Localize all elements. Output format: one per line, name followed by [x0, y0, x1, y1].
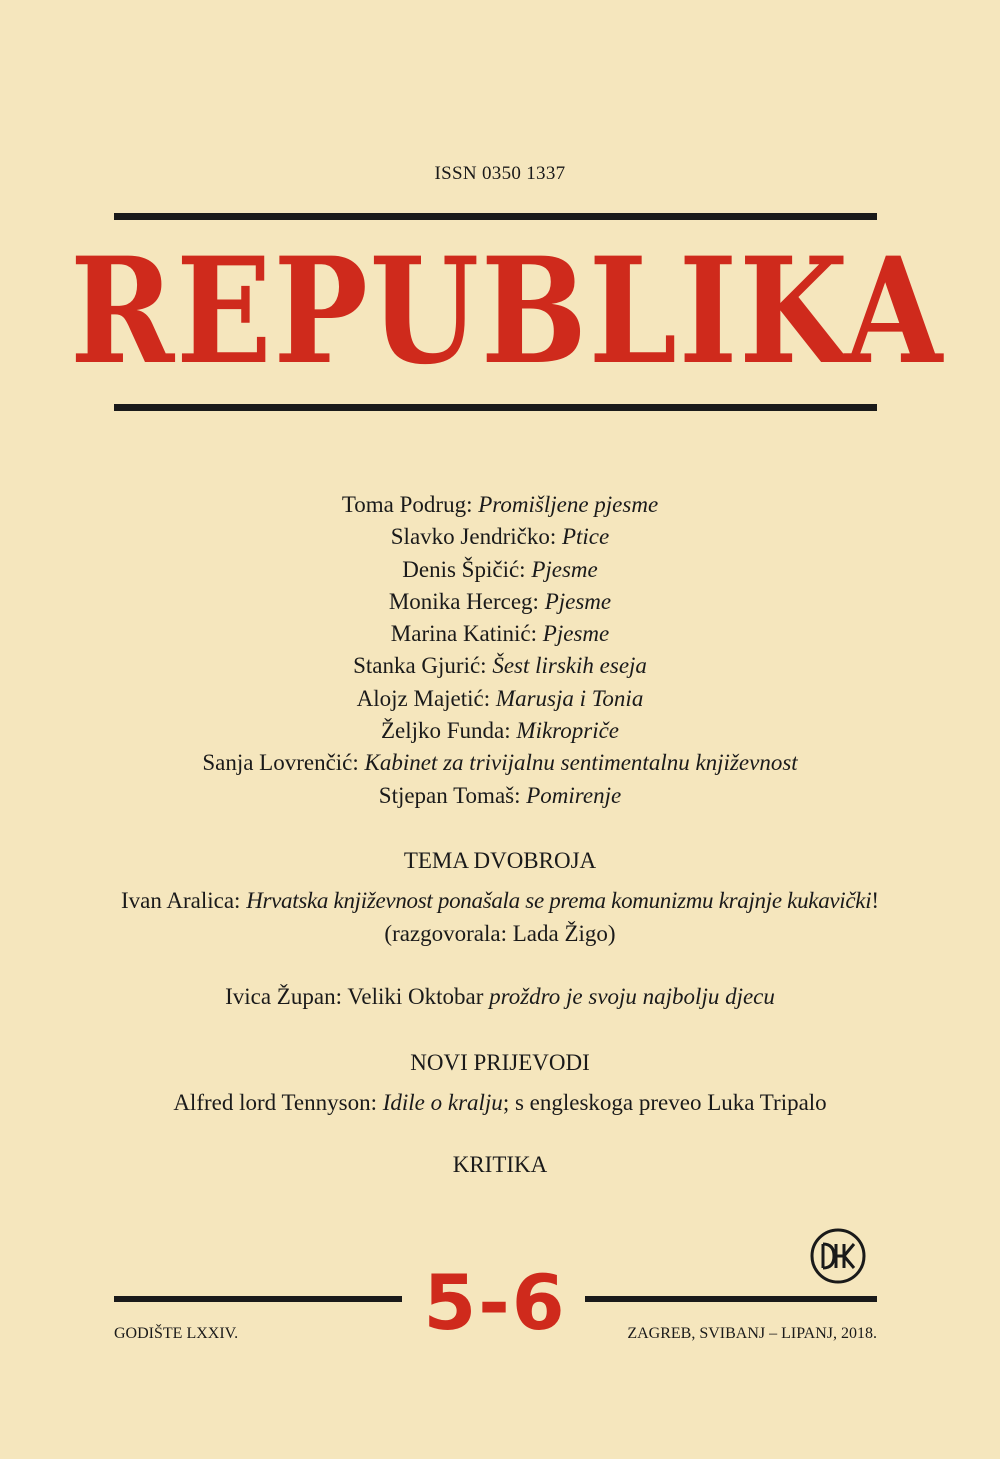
- tema-heading: TEMA DVOBROJA: [403, 848, 597, 873]
- issue-number: 5-6: [423, 1258, 567, 1347]
- volume-label: GODIŠTE LXXIV.: [114, 1325, 239, 1342]
- contents-item: Toma Podrug: Promišljene pjesme: [341, 492, 659, 517]
- top-rule: [114, 213, 877, 220]
- bottom-rule-right: [585, 1296, 877, 1302]
- kritika-heading: KRITIKA: [452, 1152, 548, 1177]
- contents-item: Denis Špičić: Pjesme: [402, 556, 598, 582]
- contents-item: Monika Herceg: Pjesme: [388, 588, 612, 614]
- zupan-article: Ivica Župan: Veliki Oktobar proždro je svoju najbolju djecu: [225, 984, 775, 1009]
- translation-article: Alfred lord Tennyson: Idile o kralju; s engleskoga preveo Luka Tripalo: [173, 1090, 827, 1115]
- tema-line: Ivan Aralica: Hrvatska književnost ponašala se prema komunizmu krajnje kukavički!: [121, 888, 879, 913]
- contents-item: Alojz Majetić: Marusja i Tonia: [356, 685, 644, 711]
- tema-interviewer: (razgovorala: Lada Žigo): [384, 921, 616, 946]
- contents-item: Slavko Jendričko: Ptice: [390, 524, 610, 550]
- contents-item: Stanka Gjurić: Šest lirskih eseja: [353, 653, 647, 679]
- contents-item: Sanja Lovrenčić: Kabinet za trivijalnu sentimentalnu književnost: [202, 750, 798, 776]
- novi-prijevodi-heading: NOVI PRIJEVODI: [410, 1050, 590, 1075]
- contents-item: Marina Katinić: Pjesme: [390, 621, 610, 647]
- contents-list: [0, 489, 1000, 812]
- magazine-title: REPUBLIKA: [70, 226, 945, 397]
- contents-item: Željko Funda: Mikropriče: [380, 718, 620, 744]
- title-bottom-rule: [114, 404, 877, 411]
- tema-article: [0, 884, 1000, 950]
- contents-item: Stjepan Tomaš: Pomirenje: [378, 782, 622, 808]
- issn: ISSN 0350 1337: [434, 163, 566, 184]
- place-date: ZAGREB, SVIBANJ – LIPANJ, 2018.: [627, 1325, 877, 1342]
